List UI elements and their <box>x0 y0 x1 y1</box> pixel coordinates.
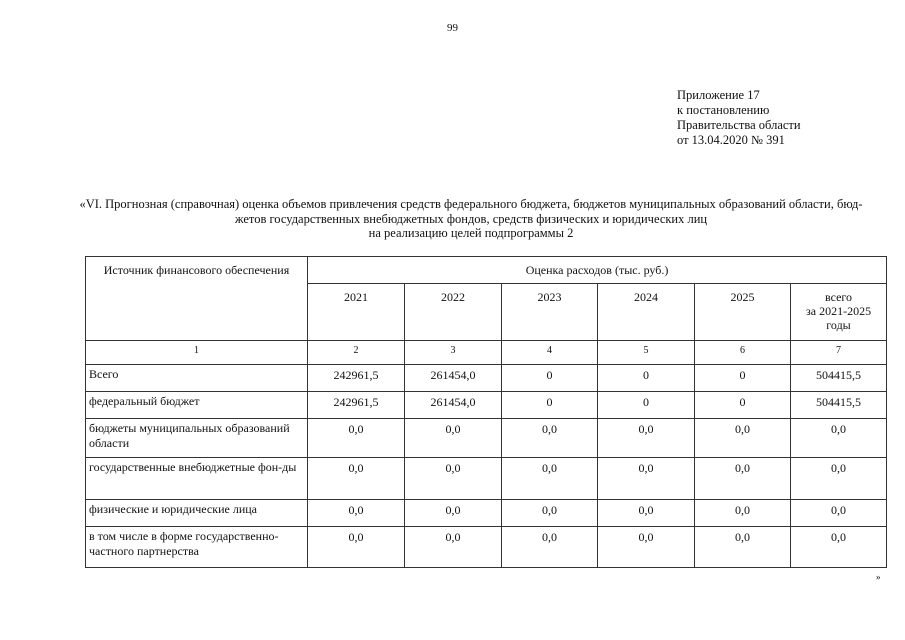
table-cell: 0,0 <box>405 527 502 568</box>
table-cell: 0,0 <box>502 500 598 527</box>
title-line-3: на реализацию целей подпрограммы 2 <box>368 226 574 240</box>
table-cell: 261454,0 <box>405 365 502 392</box>
total-header-line-2: за 2021-2025 <box>806 304 872 318</box>
appendix-line-1: Приложение 17 <box>677 88 760 102</box>
table-cell: 0 <box>598 365 695 392</box>
year-header: 2025 <box>695 284 791 341</box>
column-number: 3 <box>405 341 502 365</box>
table-cell: 0,0 <box>405 458 502 500</box>
row-label: в том числе в форме государственно-частного партнерства <box>86 527 308 568</box>
row-label: физические и юридические лица <box>86 500 308 527</box>
table-cell: 0 <box>502 392 598 419</box>
total-header-line-1: всего <box>825 290 853 304</box>
table-cell: 0,0 <box>502 527 598 568</box>
table-cell: 0,0 <box>791 500 887 527</box>
table-cell: 0,0 <box>502 419 598 458</box>
table-cell: 0,0 <box>695 419 791 458</box>
table-cell: 0,0 <box>405 500 502 527</box>
table-cell: 0,0 <box>502 458 598 500</box>
table-cell: 0,0 <box>695 527 791 568</box>
table-cell: 261454,0 <box>405 392 502 419</box>
table-cell: 242961,5 <box>308 365 405 392</box>
closing-quote: » <box>876 572 881 582</box>
page-number: 99 <box>447 22 458 34</box>
total-header <box>791 284 887 341</box>
year-header: 2022 <box>405 284 502 341</box>
appendix-line-4: от 13.04.2020 № 391 <box>677 133 785 147</box>
appendix-block <box>677 88 801 148</box>
table-cell: 0 <box>695 365 791 392</box>
year-header: 2021 <box>308 284 405 341</box>
table-cell: 0 <box>502 365 598 392</box>
table-cell: 0,0 <box>598 527 695 568</box>
table-cell: 0,0 <box>791 419 887 458</box>
document-title <box>60 197 882 241</box>
table-cell: 0,0 <box>791 527 887 568</box>
table-cell: 242961,5 <box>308 392 405 419</box>
expense-estimate-header: Оценка расходов (тыс. руб.) <box>308 257 887 284</box>
table-cell: 504415,5 <box>791 365 887 392</box>
column-number: 4 <box>502 341 598 365</box>
row-label: Всего <box>86 365 308 392</box>
year-header: 2023 <box>502 284 598 341</box>
row-label: государственные внебюджетные фон-ды <box>86 458 308 500</box>
column-number: 6 <box>695 341 791 365</box>
table-row <box>86 458 887 500</box>
table-row <box>86 419 887 458</box>
table-cell: 504415,5 <box>791 392 887 419</box>
table-cell: 0,0 <box>405 419 502 458</box>
title-line-2: жетов государственных внебюджетных фондов, средств физических и юридических лиц <box>234 211 708 226</box>
row-label: федеральный бюджет <box>86 392 308 419</box>
source-header: Источник финансового обеспечения <box>86 257 308 341</box>
table-cell: 0,0 <box>598 500 695 527</box>
table-cell: 0,0 <box>598 458 695 500</box>
row-label: бюджеты муниципальных образований области <box>86 419 308 458</box>
column-number: 2 <box>308 341 405 365</box>
table-cell: 0,0 <box>308 527 405 568</box>
table-cell: 0,0 <box>308 458 405 500</box>
column-number: 1 <box>86 341 308 365</box>
appendix-line-3: Правительства области <box>677 118 801 132</box>
column-number: 7 <box>791 341 887 365</box>
total-header-line-3: годы <box>826 318 851 332</box>
financing-table <box>85 256 887 568</box>
table-cell: 0,0 <box>791 458 887 500</box>
year-header: 2024 <box>598 284 695 341</box>
table-row <box>86 500 887 527</box>
table-cell: 0,0 <box>308 419 405 458</box>
column-number: 5 <box>598 341 695 365</box>
table-row <box>86 365 887 392</box>
table-cell: 0,0 <box>695 500 791 527</box>
appendix-line-2: к постановлению <box>677 103 770 117</box>
table-row <box>86 527 887 568</box>
table-cell: 0,0 <box>695 458 791 500</box>
title-line-1: «VI. Прогнозная (справочная) оценка объемов привлечения средств федерального бюджета, бюджетов муниципальных образований области, бюд- <box>79 197 863 211</box>
table-cell: 0 <box>695 392 791 419</box>
table-cell: 0 <box>598 392 695 419</box>
table-row <box>86 392 887 419</box>
table-cell: 0,0 <box>308 500 405 527</box>
table-cell: 0,0 <box>598 419 695 458</box>
